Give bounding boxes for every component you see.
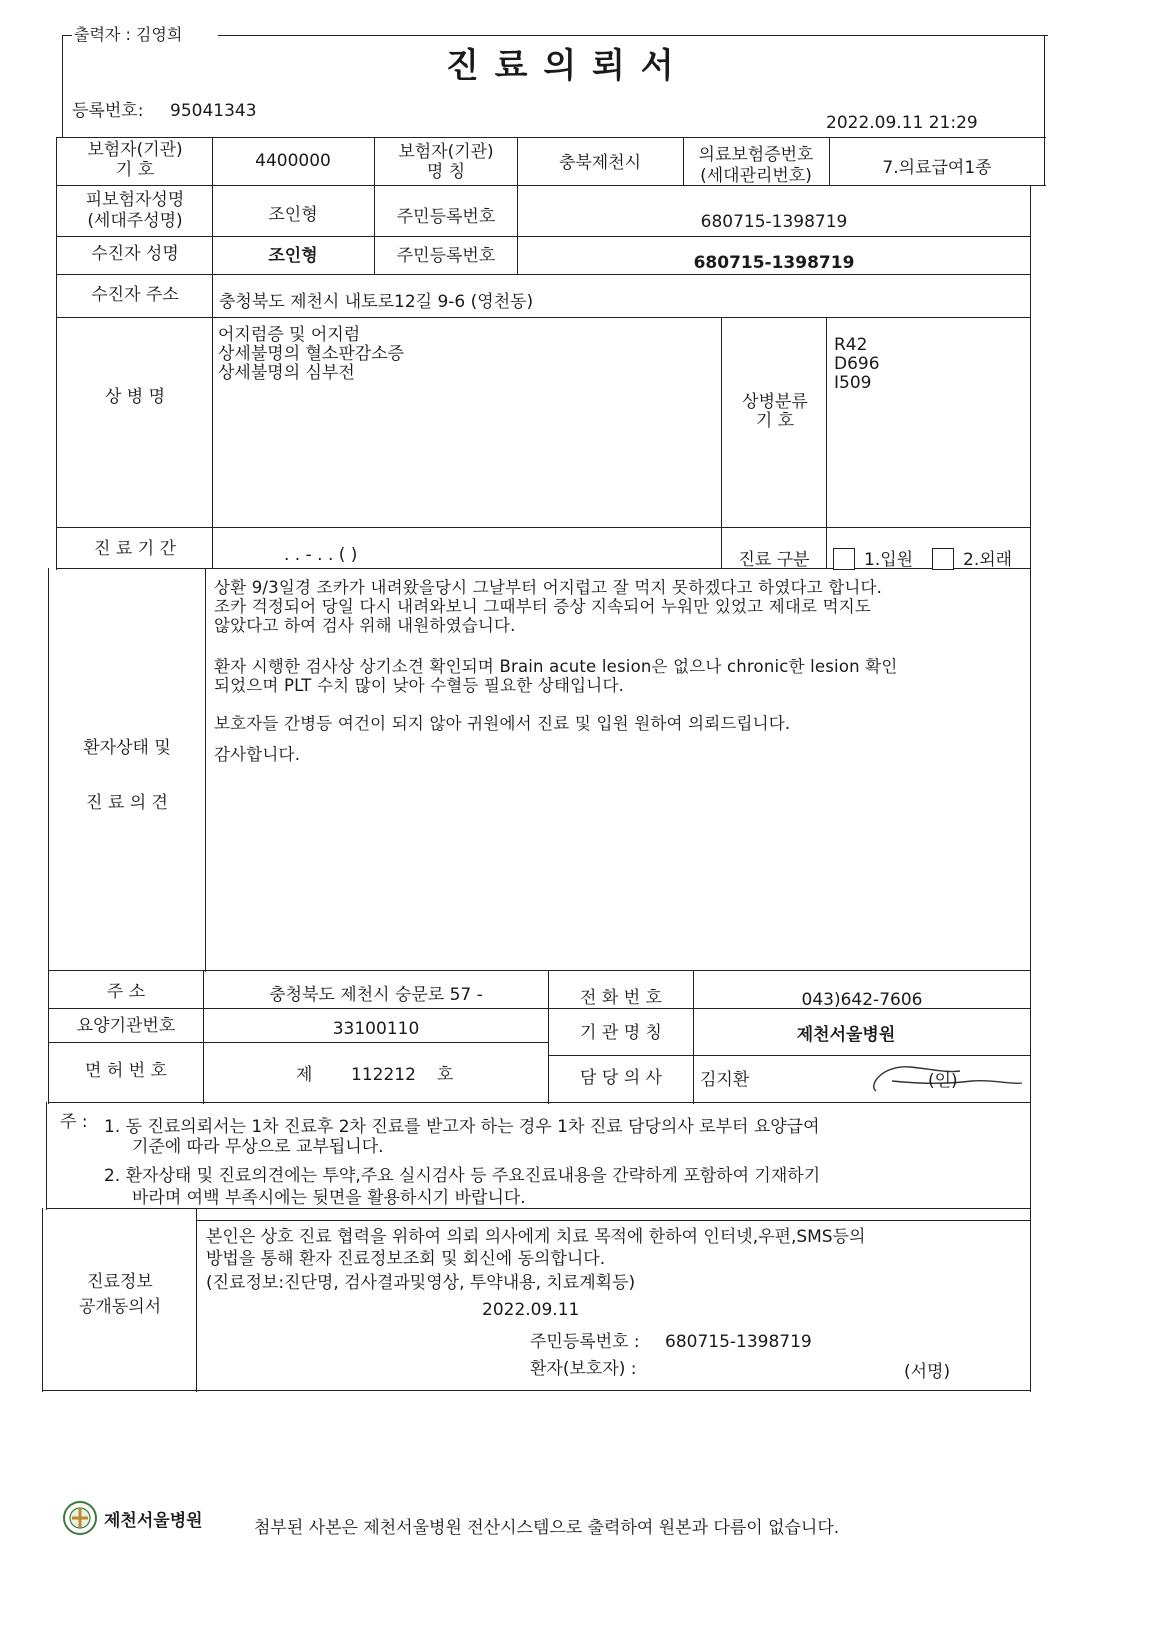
consent-date: 2022.09.11 bbox=[482, 1300, 580, 1320]
insured-name: 조인형 bbox=[268, 205, 318, 225]
insurance-cert-value: 7.의료급여1종 bbox=[882, 158, 992, 178]
footer-statement: 첨부된 사본은 제천서울병원 전산시스템으로 출력하여 원본과 다름이 없습니다. bbox=[254, 1518, 840, 1538]
insurer-name-label-1: 보험자(기관) bbox=[398, 142, 494, 162]
registration-number: 95041343 bbox=[170, 101, 257, 121]
patient-address-label: 수진자 주소 bbox=[91, 285, 179, 305]
license-label: 면 허 번 호 bbox=[85, 1061, 167, 1081]
institution-name: 제천서울병원 bbox=[796, 1025, 896, 1045]
insurance-cert-label-2: (세대관리번호) bbox=[700, 166, 812, 186]
note-1-line-1: 1. 동 진료의뢰서는 1차 진료후 2차 진료를 받고자 하는 경우 1차 진료 담당의사 로부터 요양급여 bbox=[104, 1117, 820, 1137]
license-prefix: 제 bbox=[296, 1065, 313, 1085]
opinion-paragraph-4: 감사합니다. bbox=[214, 745, 301, 764]
visit-type-label: 진료 구분 bbox=[738, 550, 810, 570]
period-label: 진 료 기 간 bbox=[94, 539, 176, 559]
consent-line-1: 본인은 상호 진료 협력을 위하여 의뢰 의사에게 치료 목적에 한하여 인터넷,우편,SMS등의 bbox=[206, 1227, 866, 1247]
opinion-paragraph-2: 환자 시행한 검사상 상기소견 확인되며 Brain acute lesion은 없으나 chronic한 lesion 확인 되었으며 PLT 수치 많이 낮아 수혈등 필요한 상태입니다. bbox=[214, 657, 898, 695]
printed-by: 출력자 : 김영희 bbox=[74, 25, 183, 44]
diagnosis-line: 상세불명의 혈소판감소증 bbox=[218, 344, 405, 364]
license-number: 112212 bbox=[351, 1065, 416, 1085]
insured-rrn: 680715-1398719 bbox=[700, 212, 848, 232]
diagnosis-code: D696 bbox=[834, 354, 880, 374]
period-blank: . . - . . ( ) bbox=[284, 545, 358, 565]
consent-label-1: 진료정보 bbox=[87, 1272, 153, 1292]
outpatient-option-label: 2.외래 bbox=[963, 550, 1013, 570]
inpatient-option-label: 1.입원 bbox=[864, 550, 914, 570]
insurer-code-label-1: 보험자(기관) bbox=[87, 140, 183, 160]
insurer-name-label-2: 명 칭 bbox=[426, 162, 466, 182]
insured-label-1: 피보험자성명 bbox=[85, 190, 185, 210]
institution-code: 33100110 bbox=[332, 1019, 420, 1039]
doctor-name: 김지환 bbox=[700, 1070, 750, 1090]
inpatient-checkbox[interactable] bbox=[833, 548, 855, 570]
diagnosis-line: 상세불명의 심부전 bbox=[218, 363, 355, 383]
diagnosis-code: I509 bbox=[834, 373, 872, 393]
note-2-line-1: 2. 환자상태 및 진료의견에는 투약,주요 실시검사 등 주요진료내용을 간략하게 포함하여 기재하기 bbox=[104, 1166, 821, 1186]
opinion-label-2: 진 료 의 견 bbox=[86, 793, 168, 813]
consent-line-2: 방법을 통해 환자 진료정보조회 및 회신에 동의합니다. bbox=[206, 1249, 606, 1269]
consent-line-3: (진료정보:진단명, 검사결과및영상, 투약내용, 치료계획등) bbox=[206, 1273, 636, 1293]
institution-code-label: 요양기관번호 bbox=[76, 1016, 176, 1036]
patient-rrn: 680715-1398719 bbox=[693, 253, 855, 273]
outpatient-checkbox[interactable] bbox=[932, 548, 954, 570]
diagnosis-code: R42 bbox=[834, 335, 868, 355]
opinion-paragraph-3: 보호자들 간병등 여건이 되지 않아 귀원에서 진료 및 입원 원하여 의뢰드립니다. bbox=[214, 714, 791, 733]
note-1-line-2: 기준에 따라 무상으로 교부됩니다. bbox=[132, 1137, 384, 1157]
consent-rrn: 680715-1398719 bbox=[665, 1332, 812, 1352]
insurer-code-label-2: 기 호 bbox=[115, 160, 155, 180]
institution-phone-label: 전 화 번 호 bbox=[580, 988, 662, 1008]
document-title: 진 료 의 뢰 서 bbox=[446, 46, 676, 86]
insurer-code-value: 4400000 bbox=[255, 151, 331, 171]
insured-rrn-label: 주민등록번호 bbox=[396, 207, 496, 227]
license-suffix: 호 bbox=[437, 1065, 454, 1085]
institution-name-label: 기 관 명 칭 bbox=[580, 1023, 662, 1043]
registration-label: 등록번호: bbox=[72, 101, 144, 121]
patient-rrn-label: 주민등록번호 bbox=[396, 246, 496, 266]
diagnosis-code-label-2: 기 호 bbox=[755, 411, 795, 431]
institution-phone: 043)642-7606 bbox=[801, 990, 923, 1010]
note-2-line-2: 바라며 여백 부족시에는 뒷면을 활용하시기 바랍니다. bbox=[132, 1188, 526, 1208]
footer-hospital-name: 제천서울병원 bbox=[104, 1511, 203, 1531]
notes-prefix: 주 : bbox=[60, 1112, 88, 1132]
consent-signer-label: 환자(보호자) : bbox=[530, 1359, 637, 1379]
doctor-seal: (인) bbox=[928, 1071, 958, 1091]
consent-label-2: 공개동의서 bbox=[78, 1297, 162, 1317]
doctor-label: 담 당 의 사 bbox=[580, 1068, 662, 1088]
hospital-logo-icon bbox=[62, 1500, 98, 1536]
insured-label-2: (세대주성명) bbox=[87, 211, 183, 231]
institution-address: 충청북도 제천시 숭문로 57 - bbox=[269, 985, 483, 1005]
insurer-name-value: 충북제천시 bbox=[558, 153, 642, 173]
patient-name: 조인형 bbox=[268, 246, 318, 266]
consent-signature: (서명) bbox=[904, 1362, 951, 1382]
opinion-label-1: 환자상태 및 bbox=[83, 738, 171, 758]
diagnosis-line: 어지럼증 및 어지럼 bbox=[218, 325, 361, 345]
patient-address: 충청북도 제천시 내토로12길 9-6 (영천동) bbox=[219, 292, 534, 312]
insurance-cert-label-1: 의료보험증번호 bbox=[698, 145, 814, 165]
opinion-paragraph-1: 상환 9/3일경 조카가 내려왔을당시 그날부터 어지럽고 잘 먹지 못하겠다고 하였다고 합니다. 조카 걱정되어 당일 다시 내려와보니 그때부터 증상 지속되어 누워만 있었고 제대로 먹지도 않았다고 하여 검사 위해 내원하였습니다. bbox=[214, 578, 883, 635]
diagnosis-code-label-1: 상병분류 bbox=[742, 392, 808, 412]
patient-name-label: 수진자 성명 bbox=[91, 244, 179, 264]
institution-address-label: 주 소 bbox=[106, 982, 146, 1002]
print-datetime: 2022.09.11 21:29 bbox=[826, 113, 978, 133]
diagnosis-label: 상 병 명 bbox=[104, 387, 166, 407]
consent-rrn-label: 주민등록번호 : bbox=[530, 1332, 640, 1352]
